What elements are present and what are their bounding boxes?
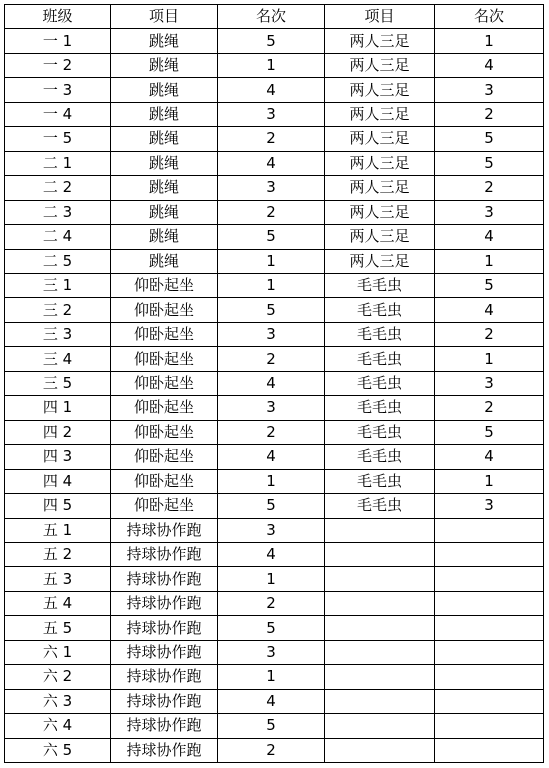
cell-rank-1: 4 [218, 689, 325, 713]
cell-rank-1: 5 [218, 29, 325, 53]
table-row [5, 273, 544, 297]
cell-rank-2 [435, 518, 544, 542]
cell-rank-2: 2 [435, 176, 544, 200]
cell-class: 一 5 [5, 127, 111, 151]
cell-event-1: 仰卧起坐 [111, 347, 218, 371]
cell-event-1: 持球协作跑 [111, 542, 218, 566]
cell-rank-2 [435, 714, 544, 738]
cell-event-2 [325, 689, 435, 713]
cell-rank-2: 2 [435, 322, 544, 346]
header-rank-1: 名次 [218, 5, 325, 29]
cell-rank-2 [435, 542, 544, 566]
cell-rank-2 [435, 689, 544, 713]
cell-event-2: 毛毛虫 [325, 469, 435, 493]
table-row [5, 176, 544, 200]
cell-class: 三 3 [5, 322, 111, 346]
cell-event-2: 毛毛虫 [325, 298, 435, 322]
table-row [5, 322, 544, 346]
cell-rank-1: 3 [218, 102, 325, 126]
cell-rank-2: 3 [435, 371, 544, 395]
cell-rank-1: 1 [218, 53, 325, 77]
cell-rank-1: 2 [218, 347, 325, 371]
cell-class: 三 2 [5, 298, 111, 322]
cell-event-1: 持球协作跑 [111, 665, 218, 689]
cell-class: 四 1 [5, 396, 111, 420]
cell-class: 一 3 [5, 78, 111, 102]
cell-event-1: 仰卧起坐 [111, 298, 218, 322]
cell-event-2 [325, 640, 435, 664]
cell-rank-2: 3 [435, 78, 544, 102]
cell-rank-1: 3 [218, 640, 325, 664]
cell-event-2 [325, 738, 435, 762]
cell-rank-2: 4 [435, 225, 544, 249]
cell-event-2: 两人三足 [325, 151, 435, 175]
cell-event-1: 跳绳 [111, 53, 218, 77]
cell-class: 五 4 [5, 591, 111, 615]
cell-class: 五 5 [5, 616, 111, 640]
cell-event-1: 持球协作跑 [111, 689, 218, 713]
cell-rank-1: 1 [218, 249, 325, 273]
cell-event-1: 跳绳 [111, 151, 218, 175]
table-row [5, 689, 544, 713]
cell-rank-1: 3 [218, 176, 325, 200]
cell-event-2: 毛毛虫 [325, 420, 435, 444]
header-row [5, 5, 544, 29]
table-header [5, 5, 544, 29]
cell-event-1: 持球协作跑 [111, 714, 218, 738]
table-row [5, 127, 544, 151]
cell-event-1: 仰卧起坐 [111, 273, 218, 297]
cell-class: 二 2 [5, 176, 111, 200]
cell-class: 二 1 [5, 151, 111, 175]
cell-rank-2 [435, 665, 544, 689]
cell-event-2: 两人三足 [325, 249, 435, 273]
cell-rank-2: 4 [435, 53, 544, 77]
cell-class: 四 5 [5, 494, 111, 518]
cell-rank-2 [435, 616, 544, 640]
cell-event-1: 跳绳 [111, 78, 218, 102]
table-row [5, 518, 544, 542]
table-row [5, 53, 544, 77]
cell-event-1: 仰卧起坐 [111, 420, 218, 444]
cell-event-1: 仰卧起坐 [111, 322, 218, 346]
cell-class: 四 4 [5, 469, 111, 493]
cell-event-2: 毛毛虫 [325, 445, 435, 469]
cell-event-2 [325, 567, 435, 591]
cell-class: 五 2 [5, 542, 111, 566]
cell-event-2: 毛毛虫 [325, 371, 435, 395]
cell-event-1: 持球协作跑 [111, 518, 218, 542]
cell-class: 六 5 [5, 738, 111, 762]
cell-event-2: 两人三足 [325, 78, 435, 102]
table-row [5, 151, 544, 175]
cell-rank-1: 2 [218, 127, 325, 151]
cell-class: 一 4 [5, 102, 111, 126]
cell-rank-1: 1 [218, 273, 325, 297]
cell-rank-2: 5 [435, 151, 544, 175]
cell-rank-2 [435, 640, 544, 664]
cell-rank-2 [435, 738, 544, 762]
table-row [5, 102, 544, 126]
cell-rank-2: 3 [435, 494, 544, 518]
cell-rank-1: 5 [218, 298, 325, 322]
cell-event-1: 持球协作跑 [111, 738, 218, 762]
table-body [5, 29, 544, 763]
table-row [5, 200, 544, 224]
cell-rank-1: 4 [218, 445, 325, 469]
cell-class: 二 4 [5, 225, 111, 249]
cell-class: 五 1 [5, 518, 111, 542]
cell-class: 二 5 [5, 249, 111, 273]
table-row [5, 396, 544, 420]
cell-event-2: 两人三足 [325, 176, 435, 200]
cell-class: 六 3 [5, 689, 111, 713]
cell-class: 六 1 [5, 640, 111, 664]
cell-rank-2: 1 [435, 347, 544, 371]
cell-rank-1: 2 [218, 200, 325, 224]
cell-event-2: 毛毛虫 [325, 494, 435, 518]
cell-rank-1: 1 [218, 665, 325, 689]
cell-event-1: 仰卧起坐 [111, 371, 218, 395]
cell-event-2 [325, 665, 435, 689]
cell-class: 一 1 [5, 29, 111, 53]
cell-event-1: 仰卧起坐 [111, 469, 218, 493]
cell-class: 一 2 [5, 53, 111, 77]
table-row [5, 225, 544, 249]
cell-rank-2: 1 [435, 249, 544, 273]
cell-class: 三 4 [5, 347, 111, 371]
cell-event-1: 跳绳 [111, 176, 218, 200]
table-row [5, 567, 544, 591]
cell-event-2 [325, 518, 435, 542]
table-row [5, 738, 544, 762]
table-row [5, 29, 544, 53]
header-class: 班级 [5, 5, 111, 29]
ranking-sheet [4, 4, 544, 763]
cell-rank-1: 4 [218, 151, 325, 175]
cell-rank-2: 4 [435, 445, 544, 469]
cell-event-1: 持球协作跑 [111, 616, 218, 640]
cell-event-1: 跳绳 [111, 225, 218, 249]
cell-event-2: 两人三足 [325, 102, 435, 126]
cell-rank-2: 1 [435, 469, 544, 493]
table-row [5, 469, 544, 493]
header-rank-2: 名次 [435, 5, 544, 29]
cell-event-2 [325, 616, 435, 640]
cell-class: 二 3 [5, 200, 111, 224]
table-row [5, 298, 544, 322]
cell-rank-1: 2 [218, 738, 325, 762]
cell-rank-2 [435, 567, 544, 591]
cell-event-1: 持球协作跑 [111, 640, 218, 664]
cell-rank-1: 1 [218, 567, 325, 591]
table-row [5, 347, 544, 371]
ranking-table [4, 4, 544, 763]
cell-rank-2: 5 [435, 273, 544, 297]
cell-event-1: 仰卧起坐 [111, 396, 218, 420]
cell-event-2: 毛毛虫 [325, 322, 435, 346]
cell-event-2: 毛毛虫 [325, 347, 435, 371]
header-event-1: 项目 [111, 5, 218, 29]
table-row [5, 665, 544, 689]
cell-rank-2 [435, 591, 544, 615]
table-row [5, 714, 544, 738]
table-row [5, 494, 544, 518]
cell-event-2 [325, 591, 435, 615]
cell-rank-1: 4 [218, 78, 325, 102]
cell-rank-1: 4 [218, 371, 325, 395]
cell-rank-1: 3 [218, 322, 325, 346]
cell-event-2: 两人三足 [325, 200, 435, 224]
cell-event-2: 毛毛虫 [325, 273, 435, 297]
cell-rank-2: 4 [435, 298, 544, 322]
table-row [5, 640, 544, 664]
cell-event-1: 跳绳 [111, 249, 218, 273]
cell-rank-2: 5 [435, 127, 544, 151]
cell-rank-1: 3 [218, 518, 325, 542]
table-row [5, 249, 544, 273]
table-row [5, 616, 544, 640]
table-row [5, 542, 544, 566]
cell-event-2: 两人三足 [325, 29, 435, 53]
cell-class: 六 2 [5, 665, 111, 689]
cell-event-1: 仰卧起坐 [111, 494, 218, 518]
cell-rank-1: 3 [218, 396, 325, 420]
cell-event-1: 跳绳 [111, 29, 218, 53]
cell-event-1: 持球协作跑 [111, 567, 218, 591]
header-event-2: 项目 [325, 5, 435, 29]
cell-rank-2: 2 [435, 396, 544, 420]
cell-class: 五 3 [5, 567, 111, 591]
cell-rank-1: 4 [218, 542, 325, 566]
cell-class: 三 5 [5, 371, 111, 395]
cell-rank-1: 1 [218, 469, 325, 493]
cell-rank-1: 5 [218, 714, 325, 738]
cell-event-1: 仰卧起坐 [111, 445, 218, 469]
cell-rank-1: 5 [218, 494, 325, 518]
cell-rank-2: 3 [435, 200, 544, 224]
cell-class: 四 2 [5, 420, 111, 444]
cell-event-1: 持球协作跑 [111, 591, 218, 615]
table-row [5, 371, 544, 395]
table-row [5, 420, 544, 444]
table-row [5, 78, 544, 102]
cell-rank-1: 2 [218, 591, 325, 615]
cell-class: 四 3 [5, 445, 111, 469]
cell-class: 三 1 [5, 273, 111, 297]
cell-event-2: 两人三足 [325, 53, 435, 77]
table-row [5, 445, 544, 469]
cell-rank-2: 2 [435, 102, 544, 126]
cell-event-1: 跳绳 [111, 102, 218, 126]
cell-rank-2: 1 [435, 29, 544, 53]
cell-rank-1: 2 [218, 420, 325, 444]
cell-rank-1: 5 [218, 225, 325, 249]
cell-rank-2: 5 [435, 420, 544, 444]
cell-event-2: 两人三足 [325, 225, 435, 249]
cell-event-1: 跳绳 [111, 200, 218, 224]
cell-class: 六 4 [5, 714, 111, 738]
cell-event-2: 毛毛虫 [325, 396, 435, 420]
cell-rank-1: 5 [218, 616, 325, 640]
cell-event-2 [325, 542, 435, 566]
cell-event-1: 跳绳 [111, 127, 218, 151]
table-row [5, 591, 544, 615]
cell-event-2: 两人三足 [325, 127, 435, 151]
cell-event-2 [325, 714, 435, 738]
